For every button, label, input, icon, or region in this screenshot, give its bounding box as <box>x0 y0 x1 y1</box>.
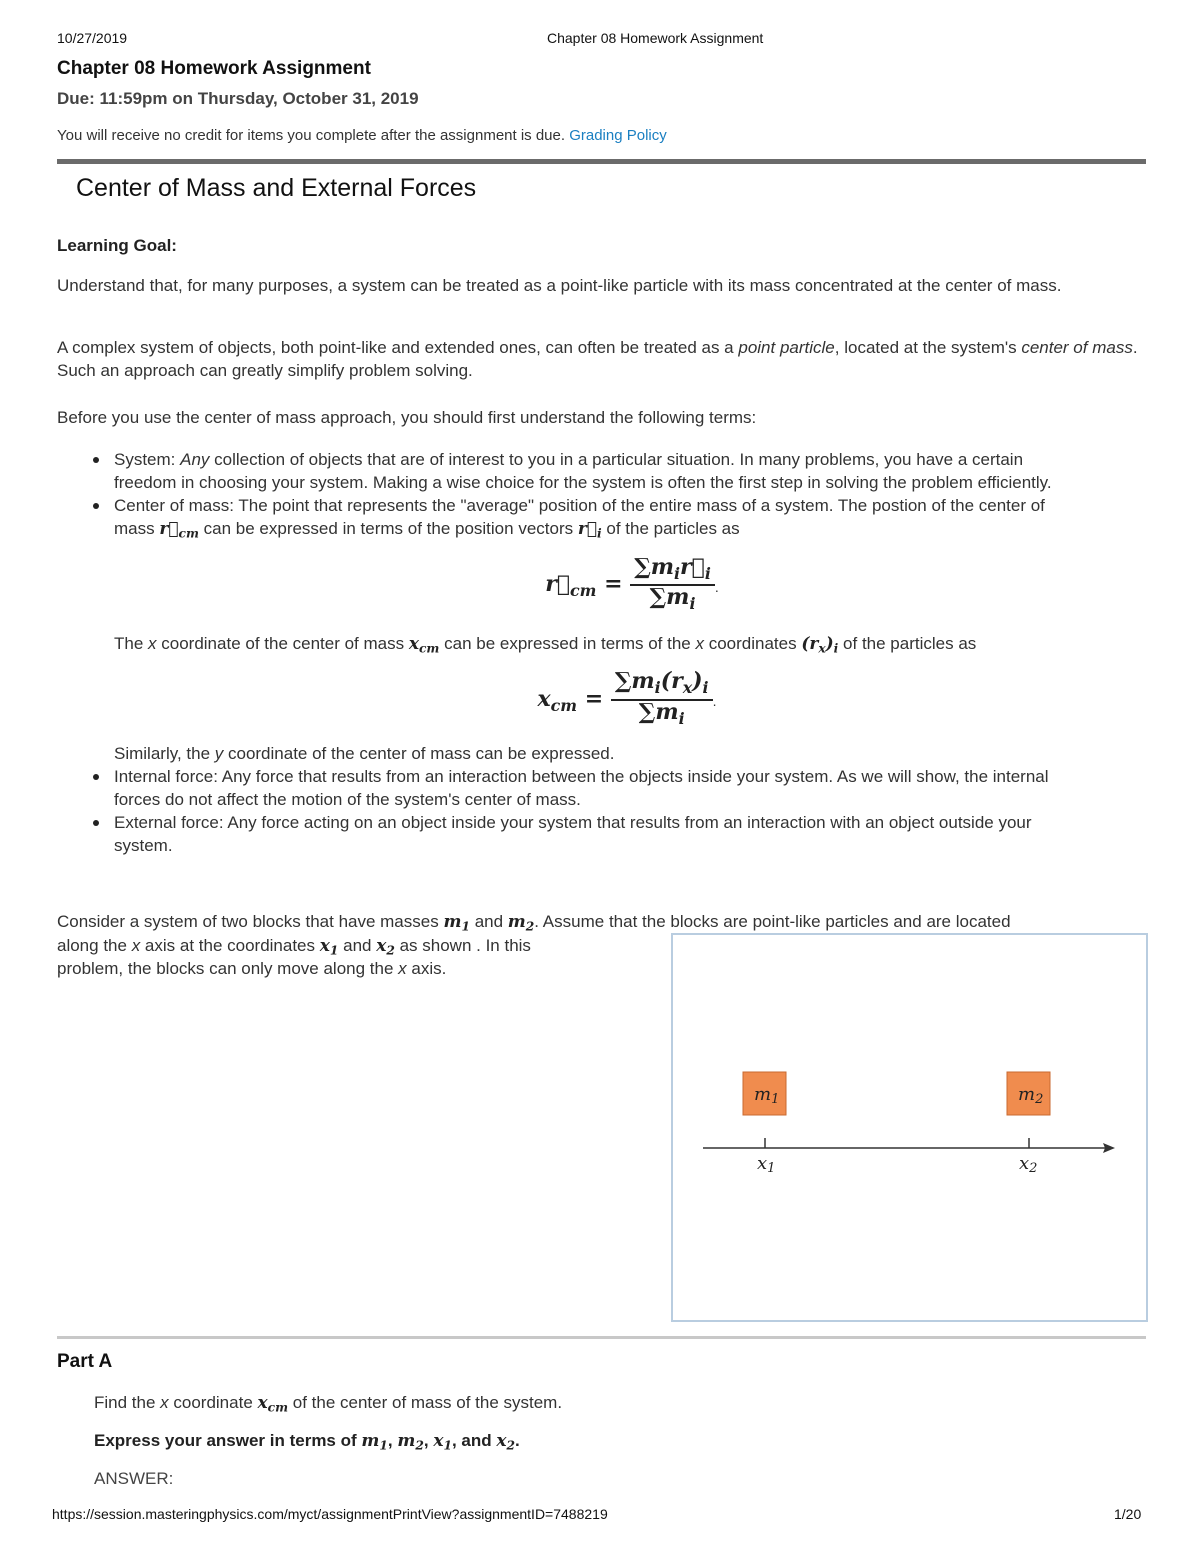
problem-title: Center of Mass and External Forces <box>76 174 477 202</box>
section-divider <box>57 159 1146 164</box>
page-number: 1/20 <box>1114 1506 1142 1522</box>
part-a-question: Find the x coordinate $x_{cm}$ of the center of mass of the system. <box>94 1393 563 1415</box>
part-divider <box>57 1336 1146 1339</box>
intro-paragraph: A complex system of objects, both point-like and extended ones, can often be treated as a point particle, located at the system's center of mass. Such an approach can greatly simplify problem solving. <box>57 338 1138 380</box>
blocks-diagram <box>673 935 1146 1320</box>
r-cm-symbol: $r⃗_{cm}$ <box>159 519 199 541</box>
grading-policy-link[interactable]: Grading Policy <box>569 127 667 144</box>
tick-x2-label: x2 <box>1019 1153 1038 1176</box>
part-a-instructions: Express your answer in terms of $m_1$, $m_2$, $x_1$, and $x_2$. <box>94 1431 520 1453</box>
equation-x-cm: $x_{cm}$ = $\frac{\sum m_i(r_x)_i}{\sum m_i}$ . <box>537 668 717 728</box>
consider-line-2: along the x axis at the coordinates $x_1$ and $x_2$ as shown . In this <box>57 936 531 958</box>
term-internal-force: Internal force: Any force that results from an interaction between the objects inside your system. As we will show, the internal forces do not affect the motion of the system's center of mass. <box>57 765 1087 811</box>
part-a-label: Part A <box>57 1351 113 1372</box>
learning-goal-text: Understand that, for many purposes, a system can be treated as a point-like particle with its mass concentrated at the center of mass. <box>57 276 1062 295</box>
terms-list <box>57 448 1087 857</box>
block-m1-label: m1 <box>754 1084 780 1107</box>
term-center-of-mass: Center of mass: The point that represents the "average" position of the entire mass of a system. The postion of the center of mass $r⃗_{cm}$ can be expressed in terms of the position vectors $r⃗_i$ of the particles as $r⃗_{cm}$ = $\frac{\sum m_ir⃗_i}{\sum m_i}$ . The x coordinate of the center of mass $x_{cm}$ can be expressed in terms of the x coordinates $(r_x)_i$ of the particles as $x_{cm}$ = $\frac{\sum m_i(r_x)_i}{\sum m_i}$ . Similarly, the y coordinate of the center of mass can be expressed. <box>57 494 1087 765</box>
terms-intro: Before you use the center of mass approach, you should first understand the following terms: <box>57 408 757 427</box>
consider-line-1: Consider a system of two blocks that have masses $m_1$ and $m_2$. Assume that the blocks are point-like particles and are located <box>57 912 1011 934</box>
x-cm-text: The x coordinate of the center of mass $x_{cm}$ can be expressed in terms of the x coordinates $(r_x)_i$ of the particles as <box>114 633 977 656</box>
print-url: https://session.masteringphysics.com/myct/assignmentPrintView?assignmentID=7488219 <box>52 1506 608 1522</box>
blocks-figure <box>671 933 1148 1322</box>
late-notice-text: You will receive no credit for items you complete after the assignment is due. <box>57 127 566 144</box>
term-system: System: Any collection of objects that are of interest to you in a particular situation. In many problems, you have a certain freedom in choosing your system. Making a wise choice for the system is often the first step in solving the problem efficiently. <box>57 448 1087 494</box>
print-date: 10/27/2019 <box>57 30 128 46</box>
y-cm-text: Similarly, the y coordinate of the center of mass can be expressed. <box>114 744 615 764</box>
r-i-symbol: $r⃗_i$ <box>577 519 602 541</box>
tick-x1-label: x1 <box>757 1153 776 1176</box>
print-title: Chapter 08 Homework Assignment <box>547 30 764 46</box>
answer-label: ANSWER: <box>94 1469 174 1488</box>
due-date: Due: 11:59pm on Thursday, October 31, 2019 <box>57 89 419 108</box>
block-m2-label: m2 <box>1018 1084 1044 1107</box>
equation-r-cm: $r⃗_{cm}$ = $\frac{\sum m_ir⃗_i}{\sum m_i}$ . <box>545 553 719 614</box>
late-notice <box>57 127 667 144</box>
term-external-force: External force: Any force acting on an object inside your system that results from an interaction with an object outside your system. <box>57 811 1087 857</box>
assignment-title: Chapter 08 Homework Assignment <box>57 58 371 79</box>
consider-line-3: problem, the blocks can only move along the x axis. <box>57 959 447 978</box>
learning-goal-label: Learning Goal: <box>57 236 177 255</box>
